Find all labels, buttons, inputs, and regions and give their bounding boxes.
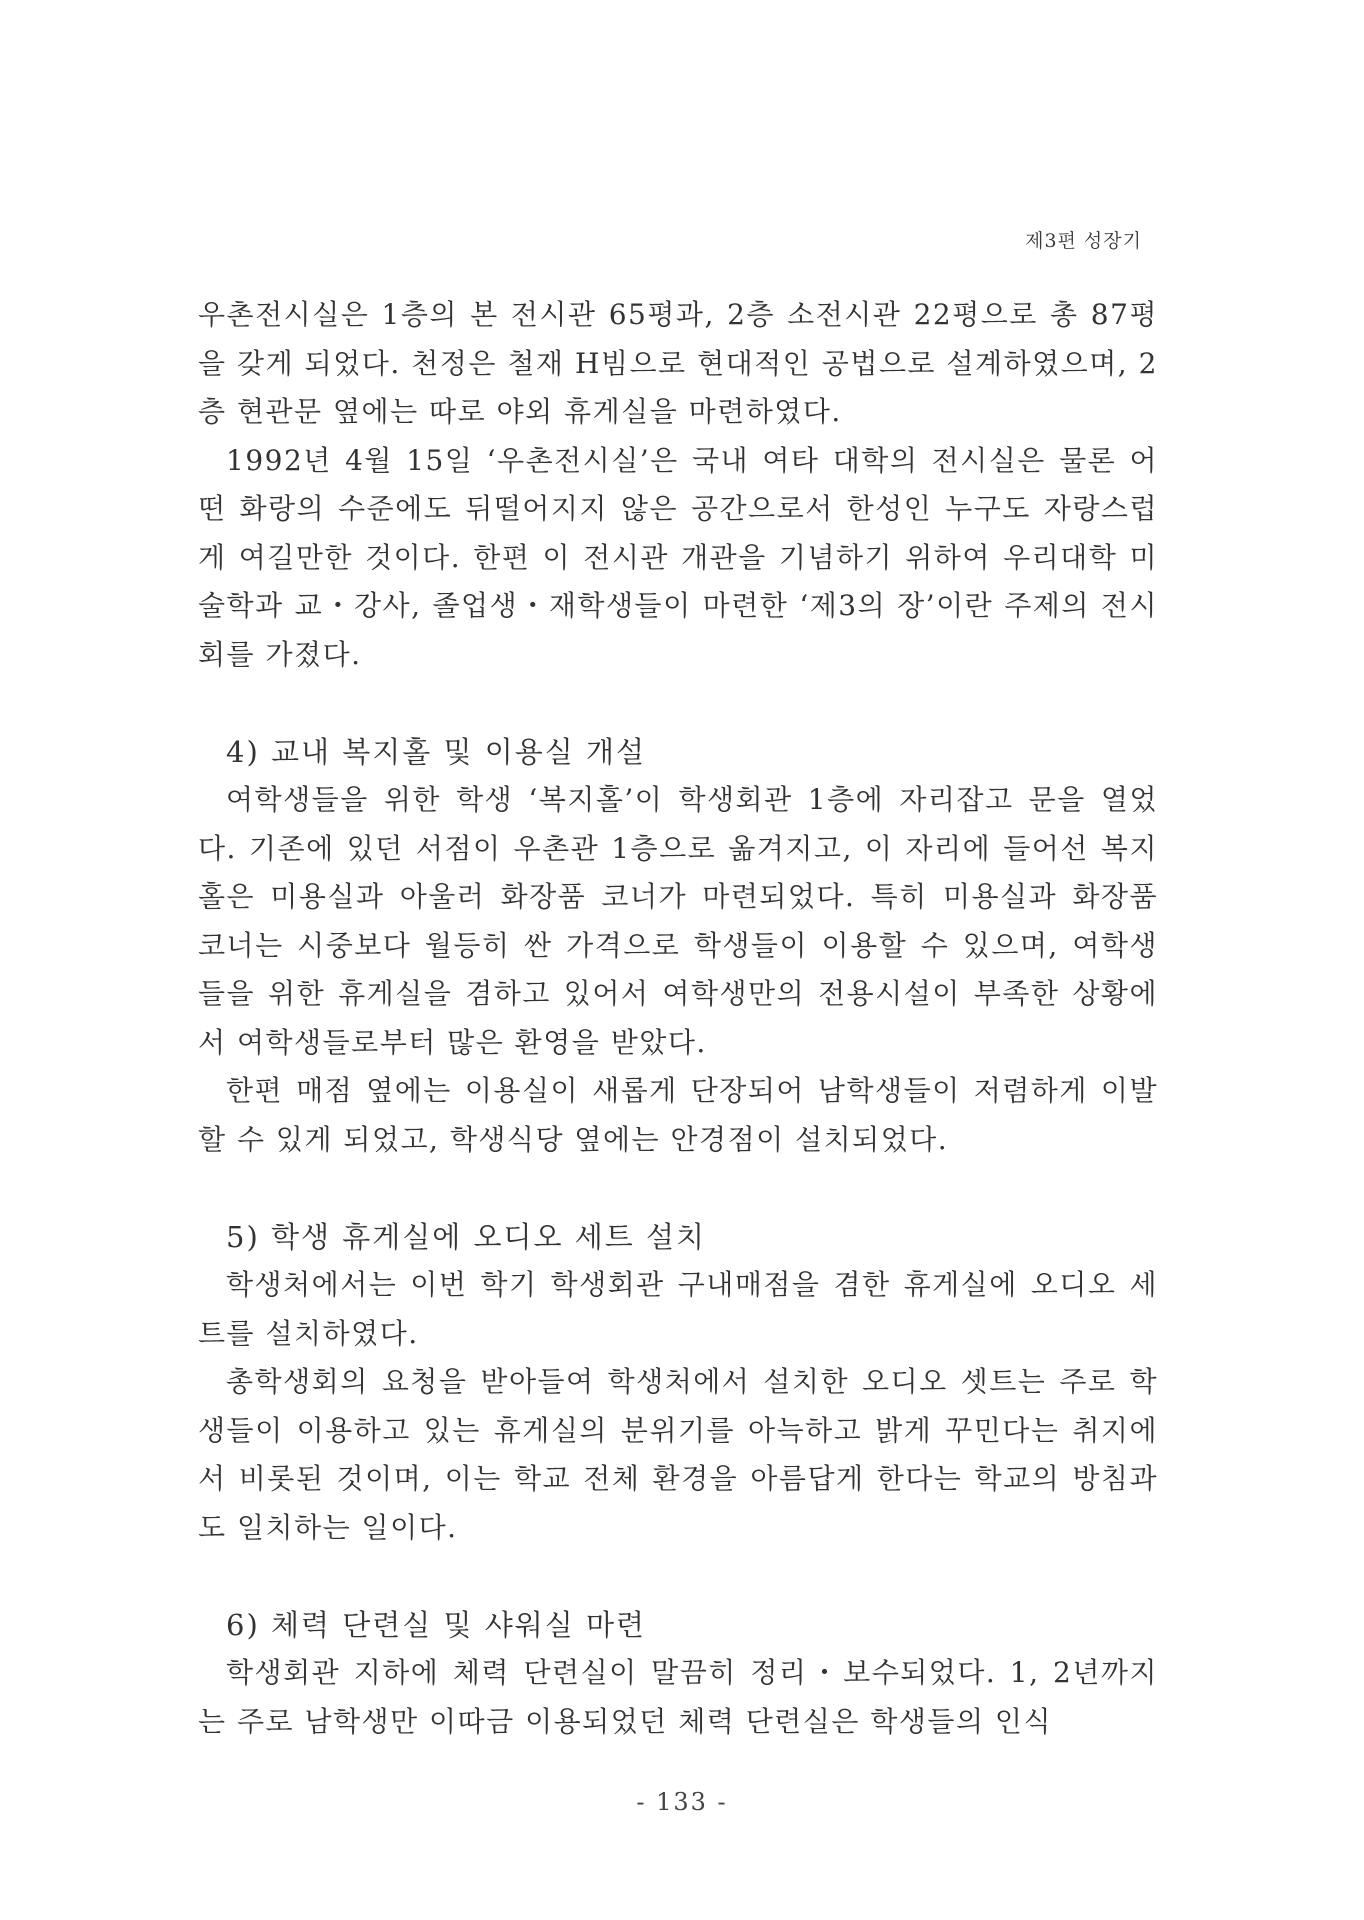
section-heading-5: 5) 학생 휴게실에 오디오 세트 설치	[226, 1219, 707, 1254]
section-4-paragraph-2: 한편 매점 옆에는 이용실이 새롭게 단장되어 남학생들이 저렴하게 이발할 수 있게 되었고, 학생식당 옆에는 안경점이 설치되었다.	[198, 1074, 1158, 1156]
intro-paragraph-2: 1992년 4월 15일 ‘우촌전시실’은 국내 여타 대학의 전시실은 물론 어떤 화랑의 수준에도 뒤떨어지지 않은 공간으로서 한성인 누구도 자랑스럽게 여길만한 것이다. 한편 이 전시관 개관을 기념하기 위하여 우리대학 미술학과 교・강사, 졸업생・재학생들이 마련한 ‘제3의 장’이란 주제의 전시회를 가졌다.	[198, 443, 1158, 671]
section-4-paragraph-1: 여학생들을 위한 학생 ‘복지홀’이 학생회관 1층에 자리잡고 문을 열었다. 기존에 있던 서점이 우촌관 1층으로 옮겨지고, 이 자리에 들어선 복지홀은 미용실과 아울러 화장품 코너가 마련되었다. 특히 미용실과 화장품 코너는 시중보다 월등히 싼 가격으로 학생들이 이용할 수 있으며, 여학생들을 위한 휴게실을 겸하고 있어서 여학생만의 전용시설이 부족한 상황에서 여학생들로부터 많은 환영을 받았다.	[198, 783, 1158, 1059]
section-5-paragraph-1: 학생처에서는 이번 학기 학생회관 구내매점을 겸한 휴게실에 오디오 세트를 설치하였다.	[198, 1268, 1158, 1350]
section-heading-4: 4) 교내 복지홀 및 이용실 개설	[226, 734, 647, 769]
page-number: - 133 -	[636, 1788, 728, 1816]
section-heading-6: 6) 체력 단련실 및 샤워실 마련	[226, 1607, 647, 1642]
running-header: 제3편 성장기	[1025, 230, 1142, 252]
section-6-paragraph-1: 학생회관 지하에 체력 단련실이 말끔히 정리・보수되었다. 1, 2년까지는 주로 남학생만 이따금 이용되었던 체력 단련실은 학생들의 인식	[198, 1656, 1158, 1738]
intro-paragraph-1: 우촌전시실은 1층의 본 전시관 65평과, 2층 소전시관 22평으로 총 87평을 갖게 되었다. 천정은 철재 H빔으로 현대적인 공법으로 설계하였으며, 2층 현관문 옆에는 따로 야외 휴게실을 마련하였다.	[198, 298, 1158, 428]
body-text	[198, 291, 1158, 1746]
section-5-paragraph-2: 총학생회의 요청을 받아들여 학생처에서 설치한 오디오 셋트는 주로 학생들이 이용하고 있는 휴게실의 분위기를 아늑하고 밝게 꾸민다는 취지에서 비롯된 것이며, 이는 학교 전체 환경을 아름답게 한다는 학교의 방침과도 일치하는 일이다.	[198, 1365, 1158, 1544]
